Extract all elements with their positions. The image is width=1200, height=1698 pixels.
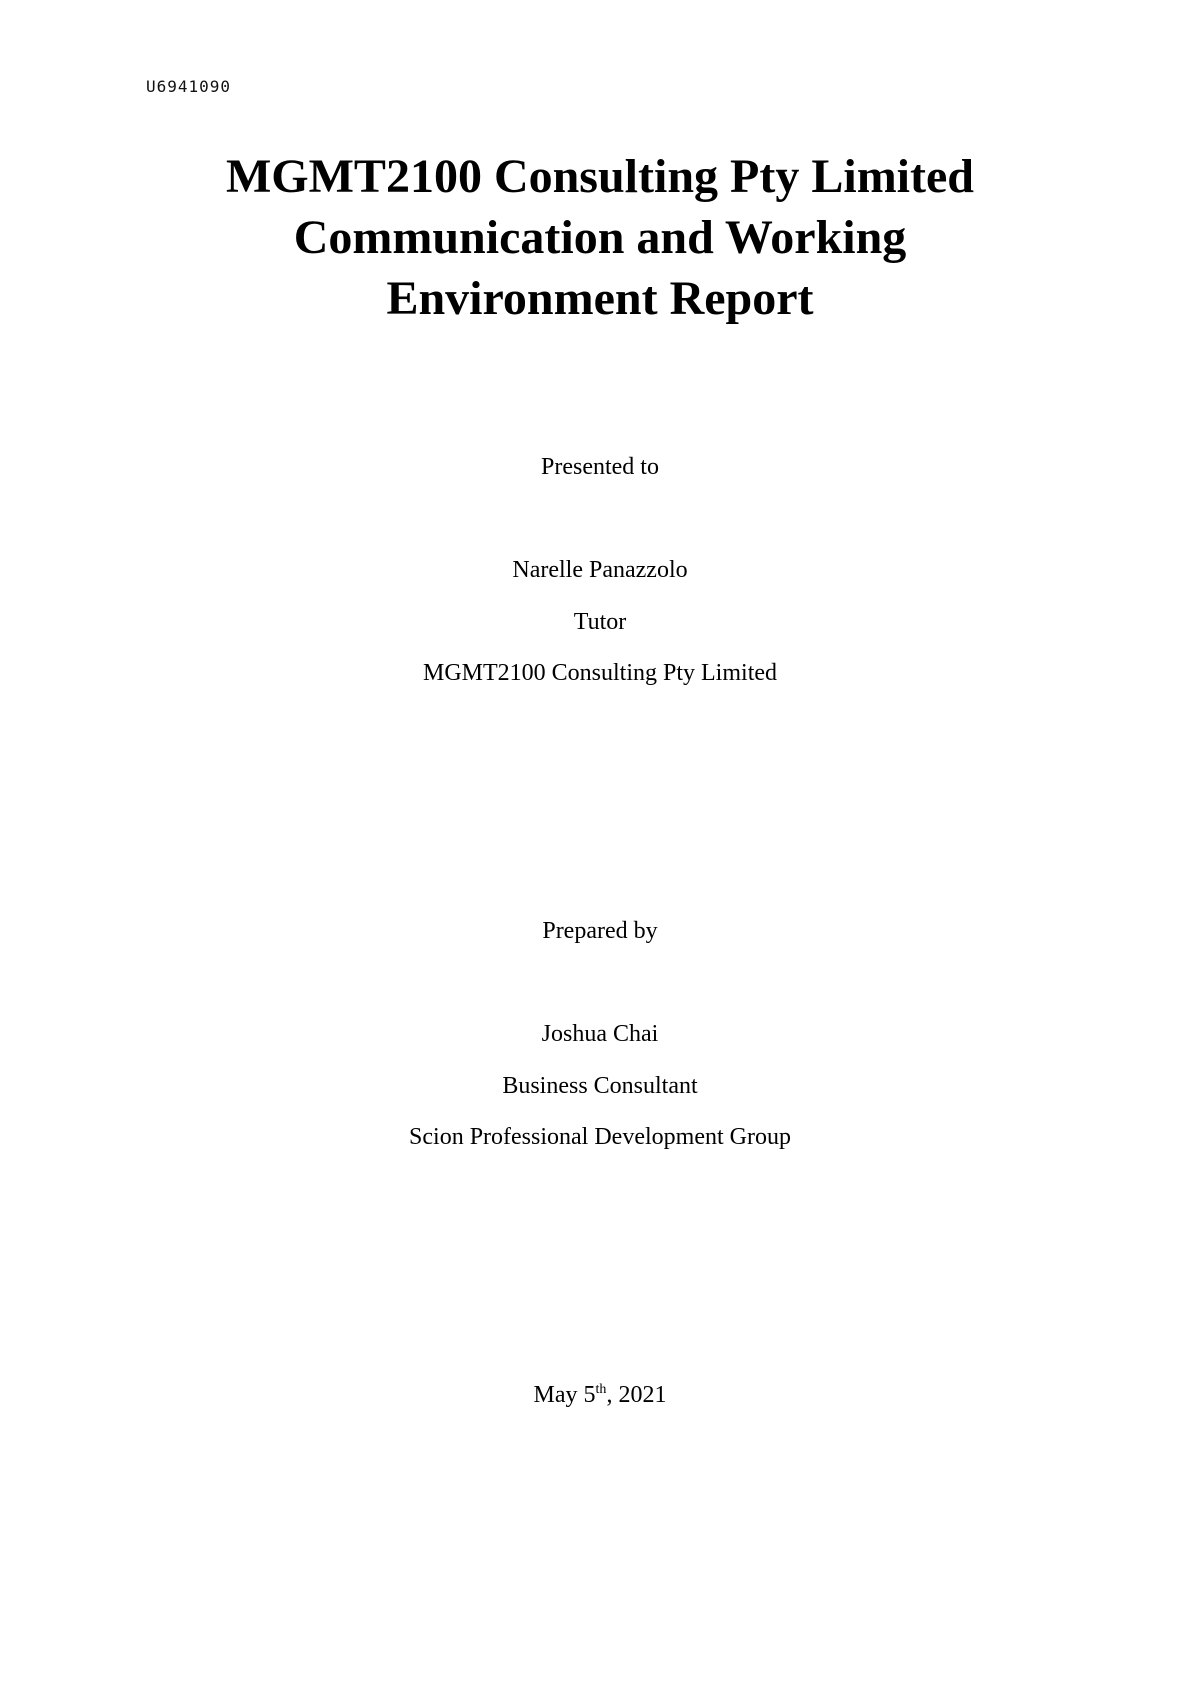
presented-to-organization: MGMT2100 Consulting Pty Limited <box>422 660 778 686</box>
title-line-1: MGMT2100 Consulting Pty Limited <box>225 150 974 203</box>
title-line-3: Environment Report <box>386 272 814 325</box>
report-date <box>0 1380 1200 1410</box>
presented-to-role: Tutor <box>573 609 627 635</box>
prepared-by-heading: Prepared by <box>542 918 658 944</box>
student-id: U6941090 <box>146 77 232 96</box>
report-title <box>0 146 1200 329</box>
presented-to-name: Narelle Panazzolo <box>512 557 688 583</box>
presented-to-heading: Presented to <box>541 454 659 480</box>
date-year: , 2021 <box>606 1382 667 1408</box>
date-month-day: May 5 <box>533 1382 596 1408</box>
date-ordinal-suffix: th <box>595 1382 607 1397</box>
prepared-by-organization: Scion Professional Development Group <box>409 1124 791 1150</box>
title-line-2: Communication and Working <box>293 211 907 264</box>
prepared-by-name: Joshua Chai <box>541 1021 659 1047</box>
prepared-by-role: Business Consultant <box>502 1073 698 1099</box>
